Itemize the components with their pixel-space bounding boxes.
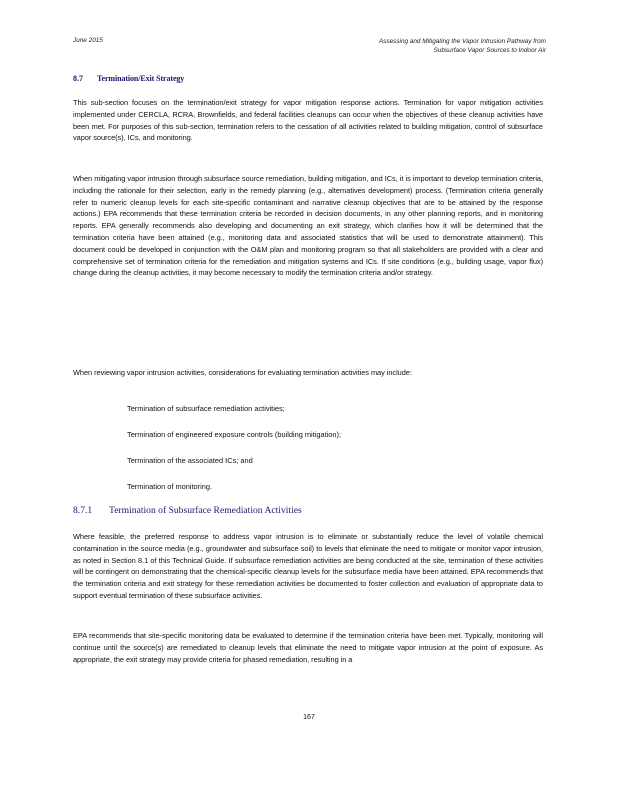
bullet-marker-icon [109,481,127,507]
section-heading-8-7-1 [73,505,302,516]
bullet-marker-icon [109,455,127,481]
paragraph-5: EPA recommends that site-specific monitoring data be evaluated to determine if the termination criteria have been met. Typically, monitoring will continue until the source(s) are remediated to cleanup levels that eliminate the need to mitigate vapor intrusion at the point of exposure. As appropriate, the exit strategy may provide criteria for phased remediation, resulting in a [73,631,543,664]
bullet-marker-icon [109,429,127,455]
list-item [109,429,341,455]
list-item [109,455,341,481]
header-title-line1: Assessing and Mitigating the Vapor Intrusion Pathway from [378,38,546,45]
header-date: June 2015 [73,37,103,44]
list-item-text: Termination of monitoring. [127,482,213,491]
page-number: 167 [303,714,315,721]
list-item-text: Termination of engineered exposure controls (building mitigation); [127,430,342,439]
paragraph-4: Where feasible, the preferred response to address vapor intrusion is to eliminate or substantially reduce the level of volatile chemical contamination in the source media (e.g., groundwater and subsurface soil) to levels that eliminate the need to mitigate or monitor vapor intrusion, as noted in Section 8.1 of this Technical Guide. If subsurface remediation activities are being conducted at the site, termination of these activities will be contingent on demonstrating that the chemical-specific cleanup levels for the subsurface media have been attained. EPA recommends that the termination criteria and exit strategy for these remediation activities be documented to foster collection and evaluation of appropriate data to support eventual termination of these subsurface activities. [73,532,543,600]
paragraph-2: When mitigating vapor intrusion through subsurface source remediation, building mitigation, and ICs, it is important to develop termination criteria, including the rationale for their selection, early in the remedy planning (e.g., alternatives development) process. (Termination criteria generally refer to numeric cleanup levels for each site-specific contaminant and narrative cleanup objectives that are to be attained by the response actions.) EPA recommends that these termination criteria be recorded in decision documents, in any other planning reports, and in monitoring reports. EPA generally recommends also developing and documenting an exit strategy, which clarifies how it will be determined that the termination criteria have been attained (e.g., monitoring data and associated statistics that will be used to demonstrate attainment). This document could be developed in conjunction with the O&M plan and monitoring program so that all stakeholders are provided with a clear and comprehensive set of termination criteria for the remediation and mitigation systems and ICs. If site conditions (e.g., building usage, vapor flux) change during the cleanup activities, it may become necessary to modify the termination criteria and/or strategy. [73,174,543,278]
bullet-list [109,403,341,507]
subsection-number: 8.7.1 [73,505,93,516]
bullet-marker-icon [109,403,127,429]
section-title: Termination/Exit Strategy [97,74,185,83]
list-item-text: Termination of subsurface remediation activities; [127,404,285,413]
paragraph-3: When reviewing vapor intrusion activities, considerations for evaluating termination activities may include: [73,368,412,377]
section-heading-8-7 [73,74,184,83]
section-number: 8.7 [73,74,83,83]
list-item [109,403,341,429]
list-item-text: Termination of the associated ICs; and [127,456,253,465]
paragraph-1: This sub-section focuses on the termination/exit strategy for vapor mitigation response actions. Termination for vapor mitigation activities implemented under CERCLA, RCRA, Brownfields, and federal facilities cleanups can occur when the objectives of these cleanup activities have been met. For purposes of this sub-section, termination refers to the cessation of all activities related to building mitigation, control of subsurface vapor source(s), ICs, and monitoring. [73,98,543,143]
subsection-title: Termination of Subsurface Remediation Activities [109,505,302,516]
header-title [379,37,546,55]
header-title-line2: Subsurface Vapor Sources to Indoor Air [433,47,546,54]
list-item [109,481,341,507]
